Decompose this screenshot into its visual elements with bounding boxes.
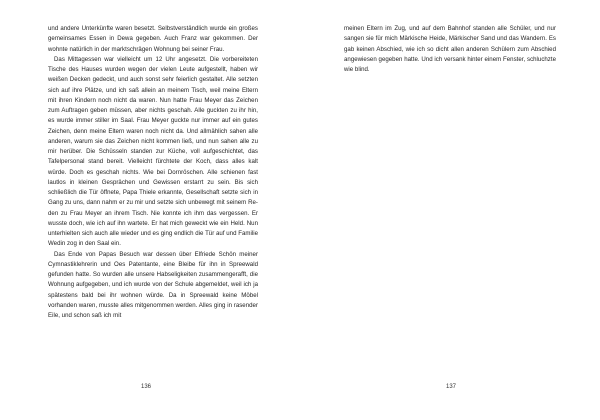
paragraph: und andere Unterkünfte waren besetzt. Selbstverständlich wurde ein großes gemeinsames Essen in Dewa gegeben. Auch Franz war gekommen. Der wohnte natürlich in der marktschrägen Wohnung bei seiner Frau. [48,25,258,53]
paragraph: Das Mittagessen war vielleicht um 12 Uhr angesetzt. Die vorbereiteten Tische des Hauses wurden wegen der vielen Leute aufgestellt, haben wir weißen Decken gedeckt, und auch sonst sehr feierlich gestaltet. Alle setzten sich auf ihre Plätze, und ich saß allein an meinem Tisch, weil meine Eltern mit ihren Kindern noch nicht da waren. Nun hatte Frau Meyer das Zeichen zum Auftragen geben müssen, aber nichts geschah. Alle guckten zu ihr hin, es wurde immer stiller im Saal. Frau Meyer guckte nur immer auf ein gutes Zeichen, denn meine Eltern waren noch nicht da. Und allmählich sahen alle anderen, warum sie das Zeichen nicht kommen ließ, und nun sahen alle zu mir herüber. Die Schüsseln standen zur Küche, voll aufgeschichtet, das Tafelpersonal stand bereit. Vielleicht fürchtete der Koch, dass alles kalt würde. Doch es geschah nichts. Wie bei Dornröschen. Alle schienen fast lautlos in kleinen Gesprächen und Gewissen erstarrt zu sein. Bis sich schließlich die Tür öffnete, Papa Thiele erkannte, Gesellschaft setzte sich in Gang zu uns, dann nahm er zu mir und setzte sich unbewegt mit seinem Re- den zu Frau Meyer an ihrem Tisch. Nie konnte ich ihm das vergessen. Er wusste doch, wie ich auf ihn wartete. Er hat mich geweckt wie ein Held. Nun unterhielten sich auch alle wieder und es ging endlich die Tür auf und Familie Wedin zog in den Saal ein. [48,55,258,248]
paragraph: Das Ende von Papas Besuch war dessen über Elfriede Schön meiner Cymnastiklehrerin und Oes Patentante, eine Bleibe für ihn in Spreewald gefunden hatte. So wurden alle unsere Habseligkeiten zusammengerafft, die Wohnung aufgegeben, und ich wurde von der Schule abgemeldet, weil ich ja spätestens bald bei ihr wohnen würde. Da in Spreewald keine Möbel vorhanden waren, musste alles mitgenommen werden. Alles ging in rasender Eile, und schon saß ich mit [48,250,258,319]
right-page-text [344,24,556,75]
left-page-text [48,24,258,321]
page-number: 136 [140,384,151,390]
page-number: 137 [445,384,456,390]
right-page [300,0,600,420]
paragraph: meinen Eltern im Zug, und auf dem Bahnhof standen alle Schüler, und nur sangen sie für mich Märkische Heide, Märkischer Sand und das Wandern. Es gab keinen Abschied, wie ich so dicht allen anderen Schülern zum Abschied angewiesen gegeben hatte. Und ich versank hinter einem Fenster, schluchzte wie blind. [344,25,556,73]
